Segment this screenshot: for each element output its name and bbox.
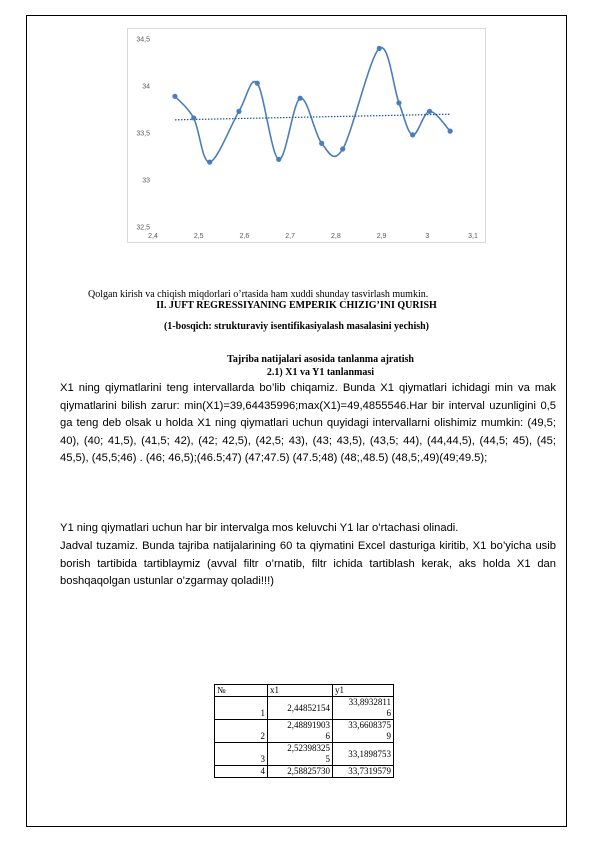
subsection-title: 2.1) X1 va Y1 tanlanmasi bbox=[266, 367, 375, 378]
x-tick-label: 3 bbox=[425, 233, 430, 240]
table-row bbox=[215, 766, 394, 778]
data-point bbox=[255, 81, 260, 86]
cell-x1 bbox=[268, 743, 333, 766]
data-point bbox=[427, 109, 432, 114]
cell-x1-text: 2,44852154 bbox=[287, 702, 330, 713]
y-tick-label: 33,5 bbox=[136, 130, 150, 138]
subsection-heading: Tajriba natijalari asosida tanlanma ajratish bbox=[227, 354, 414, 365]
section-subheading: (1-bosqich: strukturaviy isentifikasiyalash masalasini yechish) bbox=[163, 321, 430, 332]
cell-x1-text: 2,58825730 bbox=[287, 766, 330, 776]
chart-caption: Qolgan kirish va chiqish miqdorlari o’rtasida ham xuddi shunday tasvirlash mumkin. bbox=[88, 289, 429, 300]
cell-x1 bbox=[268, 766, 333, 778]
cell-number: 2 bbox=[215, 720, 268, 743]
y-tick-label: 34 bbox=[142, 83, 150, 91]
data-point bbox=[236, 109, 241, 114]
cell-y1 bbox=[333, 697, 394, 720]
data-point bbox=[319, 141, 324, 146]
y-tick-label: 32,5 bbox=[136, 224, 150, 232]
table-row bbox=[215, 697, 394, 720]
x-tick-label: 2,7 bbox=[285, 233, 296, 240]
x-tick-label: 2,5 bbox=[193, 233, 204, 240]
data-point bbox=[377, 46, 382, 51]
cell-y1-line1: 33,6608375 bbox=[348, 720, 391, 730]
table-header-row bbox=[215, 685, 394, 697]
x-tick-label: 2,4 bbox=[148, 233, 158, 240]
table-row bbox=[215, 743, 394, 766]
y-tick-label: 34,5 bbox=[136, 36, 150, 44]
header-y1: y1 bbox=[333, 685, 394, 697]
series-line bbox=[175, 48, 450, 163]
cell-y1-line2: 6 bbox=[386, 708, 391, 718]
data-point bbox=[207, 160, 212, 165]
cell-y1-text: 33,7319579 bbox=[348, 766, 391, 776]
data-table bbox=[214, 684, 394, 778]
data-point bbox=[448, 129, 453, 134]
data-point bbox=[191, 115, 196, 120]
cell-number: 4 bbox=[215, 766, 268, 778]
cell-x1 bbox=[268, 720, 333, 743]
cell-y1 bbox=[333, 766, 394, 778]
x-tick-label: 2,6 bbox=[239, 233, 250, 240]
cell-x1-line1: 2,52398325 bbox=[287, 743, 330, 753]
cell-y1-text: 33,1898753 bbox=[348, 748, 391, 759]
data-point bbox=[410, 132, 415, 137]
paragraph-table-instructions: Jadval tuzamiz. Bunda tajriba natijalarining 60 ta qiymatini Excel dasturiga kiritib, X1 bo’yicha usib borish tartibida tartiblaymiz (avval filtr o’rnatib, filtr ichida tartiblash kerak, aks holda X1 dan boshqaqolgan ustunlar o’zgarmay qoladi!!!) bbox=[60, 540, 556, 587]
cell-y1 bbox=[333, 743, 394, 766]
cell-x1-line1: 2,48891903 bbox=[287, 720, 330, 730]
x-tick-label: 2,9 bbox=[376, 233, 387, 240]
x-tick-label: 3,1 bbox=[468, 233, 478, 240]
header-number: № bbox=[215, 685, 268, 697]
section-heading: II. JUFT REGRESSIYANING EMPERIK CHIZIG’INI QURISH bbox=[156, 300, 437, 311]
cell-number: 3 bbox=[215, 743, 268, 766]
x-tick-label: 2,8 bbox=[330, 233, 341, 240]
chart-svg bbox=[128, 29, 487, 244]
table-row bbox=[215, 720, 394, 743]
y-tick-label: 33 bbox=[142, 177, 150, 185]
data-point bbox=[298, 96, 303, 101]
cell-number: 1 bbox=[215, 697, 268, 720]
paragraph-intervals: X1 ning qiymatlarini teng intervallarda bo’lib chiqamiz. Bunda X1 qiymatlari ichidagi min va mak qiymatlarini bilish zarur: min(X1)=39,64435996;max(X1)=49,4855546.Har bir interval uzunligini 0,5 ga teng deb olsak u holda X1 ning qiymatlari uchun quyidagi intervallarni olishimiz mumkin: (49,5; 40), (40; 41,5), (41,5; 42), (42; 42,5), (42,5; 43), (43; 43,5), (43,5; 44), (44,44,5), (44,5; 45), (45; 45,5), (45,5;46) . (46; 46,5);(46.5;47) (47;47.5) (47.5;48) (48;,48.5) (48,5;,49)(49;49.5); bbox=[60, 382, 556, 464]
cell-x1-line2: 6 bbox=[325, 731, 330, 741]
chart bbox=[127, 28, 486, 243]
header-x1: x1 bbox=[268, 685, 333, 697]
data-point bbox=[396, 100, 401, 105]
paragraph-y1: Y1 ning qiymatlari uchun har bir intervalga mos keluvchi Y1 lar o’rtachasi olinadi. bbox=[60, 522, 459, 534]
cell-y1-line1: 33,8932811 bbox=[348, 697, 391, 707]
cell-x1-line2: 5 bbox=[325, 754, 330, 764]
cell-y1-line2: 9 bbox=[386, 731, 391, 741]
cell-x1 bbox=[268, 697, 333, 720]
data-point bbox=[172, 94, 177, 99]
data-point bbox=[276, 157, 281, 162]
data-point bbox=[340, 146, 345, 151]
cell-y1 bbox=[333, 720, 394, 743]
